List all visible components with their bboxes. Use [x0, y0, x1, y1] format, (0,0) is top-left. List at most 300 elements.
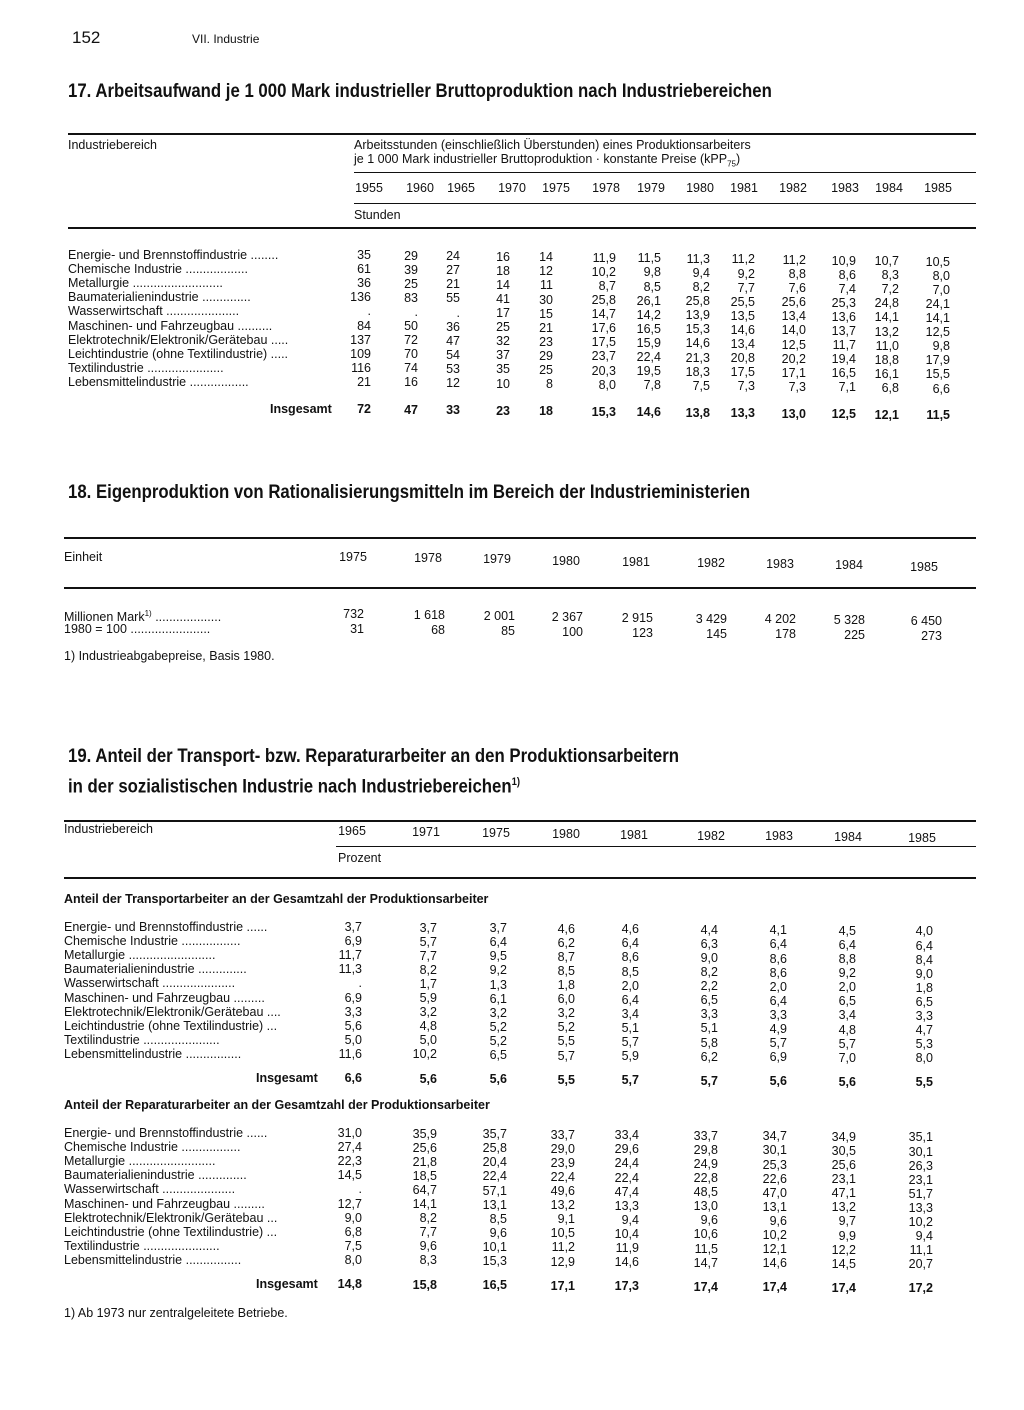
cell-value: 21,8 — [412, 1154, 437, 1169]
cell-value: 145 — [706, 626, 727, 641]
year-header: 1971 — [412, 824, 440, 839]
cell-value: 16,5 — [636, 321, 661, 336]
cell-value: 8,6 — [769, 965, 787, 980]
table-17-unit: Stunden — [354, 208, 401, 222]
cell-value: 4,0 — [915, 924, 933, 939]
cell-value: 6,8 — [344, 1224, 362, 1239]
cell-value: 9,9 — [838, 1228, 856, 1243]
year-header: 1984 — [875, 181, 903, 195]
cell-value: 14,2 — [636, 307, 661, 322]
year-header: 1983 — [765, 829, 793, 844]
year-header: 1985 — [908, 831, 936, 846]
cell-value: 11,5 — [637, 251, 661, 266]
cell-value: 4,8 — [419, 1019, 437, 1034]
cell-value: 6,8 — [881, 380, 899, 395]
cell-value: 37 — [496, 348, 510, 363]
cell-value: 9,0 — [915, 966, 933, 981]
cell-value: 5,0 — [344, 1032, 362, 1047]
total-value: 17,1 — [550, 1278, 575, 1293]
cell-value: 8,0 — [598, 377, 616, 392]
cell-value: 6,4 — [769, 937, 787, 952]
cell-value: 8,8 — [788, 267, 806, 282]
row-label: Leichtindustrie (ohne Textilindustrie) ..... — [68, 346, 289, 361]
row-label — [64, 622, 314, 636]
cell-value: 54 — [446, 347, 460, 362]
cell-value: 12,7 — [337, 1196, 362, 1211]
cell-value: 18,5 — [412, 1168, 437, 1183]
row-label: Metallurgie .......................... — [68, 276, 223, 291]
cell-value: 22,4 — [482, 1169, 507, 1184]
year-header: 1983 — [831, 181, 859, 195]
table-19-unit: Prozent — [338, 851, 382, 865]
cell-value: 25 — [496, 320, 510, 335]
cell-value: 8,2 — [419, 1211, 437, 1226]
cell-value: 14,1 — [925, 311, 950, 325]
cell-value: 13,4 — [781, 309, 806, 324]
cell-value: 13,2 — [874, 324, 899, 339]
cell-value: 5,8 — [700, 1035, 718, 1050]
cell-value: 7,1 — [838, 380, 856, 395]
cell-value: 13,4 — [730, 337, 755, 351]
cell-value: 12,1 — [762, 1242, 787, 1257]
total-value: 5,7 — [621, 1073, 639, 1087]
cell-value: 5,9 — [419, 991, 437, 1006]
cell-value: 25,8 — [482, 1141, 507, 1156]
cell-value: 33,4 — [614, 1128, 639, 1143]
total-value: 5,6 — [769, 1074, 787, 1088]
cell-value: 22,6 — [762, 1171, 787, 1186]
cell-value: 8,6 — [769, 951, 787, 966]
total-value: 33 — [446, 403, 460, 417]
cell-value: 7,7 — [419, 1225, 437, 1240]
total-value: 5,6 — [838, 1074, 856, 1089]
total-label: Insgesamt — [270, 402, 332, 416]
cell-value: 10,2 — [591, 264, 616, 279]
page-header — [72, 28, 259, 48]
cell-value: 17,6 — [591, 321, 616, 336]
cell-value: . — [414, 304, 418, 319]
year-header: 1984 — [835, 558, 863, 573]
cell-value: 12,5 — [925, 325, 950, 340]
cell-value: 11,1 — [909, 1243, 933, 1258]
cell-value: 13,0 — [693, 1199, 718, 1214]
cell-value: 34,7 — [762, 1129, 787, 1144]
cell-value: 15,5 — [925, 367, 950, 382]
cell-value: 2 915 — [621, 610, 653, 625]
cell-value: 13,9 — [685, 308, 710, 323]
year-header: 1980 — [552, 553, 580, 568]
cell-value: 47,4 — [614, 1184, 639, 1199]
cell-value: 51,7 — [908, 1186, 933, 1201]
table-18-body-rule — [64, 587, 976, 589]
cell-value: 8,8 — [838, 952, 856, 967]
cell-value: 9,2 — [838, 966, 856, 981]
year-header: 1975 — [482, 825, 510, 840]
cell-value: 13,1 — [482, 1197, 507, 1212]
cell-value: 14,7 — [693, 1255, 718, 1270]
row-label: Lebensmittelindustrie ................ — [64, 1252, 242, 1267]
cell-value: 10,9 — [831, 253, 856, 268]
cell-value: 7,5 — [692, 378, 710, 393]
cell-value: 9,6 — [700, 1213, 718, 1228]
total-value: 18 — [539, 404, 553, 418]
total-value: 17,2 — [908, 1281, 933, 1295]
total-value: 17,4 — [762, 1280, 787, 1294]
cell-value: 2,0 — [769, 979, 787, 994]
cell-value: 3,3 — [700, 1007, 718, 1022]
cell-value: 24 — [446, 249, 460, 264]
row-label: Leichtindustrie (ohne Textilindustrie) ... — [64, 1224, 278, 1239]
cell-value: 31,0 — [337, 1126, 362, 1140]
cell-value: 11,9 — [615, 1241, 639, 1255]
cell-value: 55 — [446, 291, 460, 306]
cell-value: 12 — [539, 264, 553, 279]
cell-value: 16 — [404, 375, 418, 390]
cell-value: 5,7 — [838, 1036, 856, 1051]
cell-value: 9,0 — [344, 1210, 362, 1225]
cell-value: 6,4 — [769, 993, 787, 1008]
cell-value: 14,5 — [831, 1256, 856, 1271]
total-value: 17,3 — [614, 1279, 639, 1293]
year-header: 1981 — [730, 181, 758, 195]
cell-value: 6,9 — [344, 934, 362, 949]
total-value: 12,1 — [874, 407, 899, 422]
cell-value: 17,5 — [730, 365, 755, 380]
cell-value: 9,2 — [737, 266, 755, 281]
cell-value: 19,4 — [831, 352, 856, 367]
cell-value: 36 — [446, 319, 460, 334]
cell-value: 11,3 — [338, 962, 362, 977]
cell-value: 8,4 — [915, 952, 933, 967]
cell-value: 3,4 — [838, 1008, 856, 1023]
total-value: 13,3 — [730, 406, 755, 420]
cell-value: 21 — [357, 374, 371, 389]
cell-value: 8,0 — [932, 268, 950, 283]
cell-value: 9,5 — [489, 949, 507, 964]
cell-value: 25,6 — [781, 295, 806, 310]
year-header: 1965 — [338, 824, 366, 838]
cell-value: 6,4 — [838, 937, 856, 952]
cell-value: 4,7 — [915, 1023, 933, 1038]
cell-value: 10,5 — [925, 254, 950, 269]
cell-value: 22,4 — [636, 350, 661, 364]
cell-value: 3,7 — [419, 920, 437, 935]
year-header: 1960 — [406, 181, 434, 195]
column-header-line-2: je 1 000 Mark industrieller Bruttoproduktion · konstante Preise (kPP$_{75}$) — [354, 152, 741, 169]
cell-value: 7,3 — [737, 379, 755, 394]
cell-value: 30,1 — [908, 1144, 933, 1159]
year-header: 1978 — [592, 181, 620, 195]
row-label: Metallurgie ......................... — [64, 1154, 216, 1169]
cell-value: 14,6 — [730, 322, 755, 337]
cell-value: 23,7 — [591, 349, 616, 364]
total-value: 72 — [357, 402, 371, 416]
row-label: Baumaterialienindustrie .............. — [68, 290, 251, 305]
total-value: 5,6 — [419, 1071, 437, 1086]
cell-value: 64,7 — [412, 1182, 437, 1197]
cell-value: 25 — [404, 276, 418, 291]
cell-value: 9,8 — [643, 265, 661, 280]
year-header: 1978 — [414, 551, 442, 566]
cell-value: 22,4 — [614, 1170, 639, 1185]
year-header: 1982 — [779, 181, 807, 195]
cell-value: 72 — [404, 333, 418, 348]
year-header: 1979 — [483, 552, 511, 567]
table-19-body-rule — [64, 877, 976, 879]
row-label: Wasserwirtschaft ..................... — [64, 976, 236, 991]
cell-value: 8,6 — [838, 267, 856, 282]
year-header: 1985 — [924, 181, 952, 195]
row-label: Textilindustrie ...................... — [68, 360, 224, 375]
cell-value: 4,6 — [621, 922, 639, 937]
cell-value: 5,0 — [419, 1033, 437, 1048]
cell-value: 35 — [496, 362, 510, 377]
cell-value: 15,3 — [482, 1254, 507, 1268]
cell-value: 8,2 — [692, 280, 710, 295]
row-label: Chemische Industrie ................. — [64, 1140, 241, 1155]
row-label: Elektrotechnik/Elektronik/Gerätebau .... — [64, 1004, 281, 1019]
cell-value: 5,2 — [557, 1020, 575, 1035]
table-19-section-repair-heading: Anteil der Reparaturarbeiter an der Gesamtzahl der Produktionsarbeiter — [64, 1098, 490, 1112]
cell-value: 14,7 — [591, 307, 616, 322]
cell-value: 8,5 — [621, 964, 639, 979]
cell-value: 25 — [539, 363, 553, 377]
year-header: 1981 — [620, 827, 648, 842]
table-18-stub-header: Einheit — [64, 550, 103, 564]
cell-value: 6 450 — [910, 614, 942, 629]
cell-value: 5,7 — [557, 1048, 575, 1063]
cell-value: 26,3 — [908, 1158, 933, 1173]
cell-value: 225 — [844, 628, 865, 643]
cell-value: 8,7 — [598, 278, 616, 293]
cell-value: 8,7 — [557, 949, 575, 964]
cell-value: 137 — [350, 332, 371, 347]
cell-value: 16 — [496, 249, 510, 264]
cell-value: 14,1 — [874, 310, 899, 325]
cell-value: 10,2 — [908, 1215, 933, 1229]
total-value: 16,5 — [482, 1278, 507, 1292]
cell-value: 11,2 — [782, 252, 806, 267]
year-header: 1975 — [339, 550, 367, 564]
cell-value: 25,8 — [591, 293, 616, 308]
cell-value: 2,2 — [700, 979, 718, 994]
row-label: Energie- und Brennstoffindustrie ...... — [64, 1126, 268, 1140]
table-19-year-rule — [336, 846, 976, 847]
cell-value: 8,3 — [881, 268, 899, 283]
cell-value: . — [358, 1182, 362, 1197]
row-label: Leichtindustrie (ohne Textilindustrie) ... — [64, 1018, 278, 1033]
year-header: 1982 — [697, 828, 725, 843]
table-18-top-rule — [64, 537, 976, 539]
cell-value: 8,0 — [915, 1051, 933, 1066]
cell-value: 9,0 — [700, 950, 718, 965]
table-19-footnote: 1) Ab 1973 nur zentralgeleitete Betriebe. — [64, 1306, 288, 1320]
year-header: 1985 — [910, 559, 938, 574]
cell-value: 18 — [496, 263, 510, 278]
cell-value: 7,3 — [788, 379, 806, 394]
cell-value: 31 — [350, 622, 364, 636]
cell-value: 9,4 — [915, 1229, 933, 1244]
cell-value: 109 — [350, 346, 371, 361]
row-label: Maschinen- und Fahrzeugbau ......... — [64, 990, 265, 1005]
cell-value: 11,6 — [338, 1046, 362, 1061]
row-label: Lebensmittelindustrie ................ — [64, 1046, 242, 1061]
cell-value: . — [367, 304, 371, 319]
cell-value: 13,6 — [831, 309, 856, 324]
cell-value: 29,8 — [693, 1142, 718, 1157]
cell-value: 14,6 — [685, 336, 710, 351]
cell-value: 10 — [496, 376, 510, 391]
cell-value: 7,5 — [344, 1238, 362, 1253]
cell-value: 5,9 — [621, 1049, 639, 1064]
cell-value: 35,9 — [412, 1126, 437, 1141]
year-header: 1979 — [637, 181, 665, 195]
chapter-title: VII. Industrie — [192, 32, 260, 46]
cell-value: 3,2 — [419, 1005, 437, 1020]
cell-value: 8,2 — [700, 965, 718, 980]
cell-value: 39 — [404, 262, 418, 277]
cell-value: 23 — [539, 334, 553, 349]
cell-value: 3,3 — [344, 1004, 362, 1019]
cell-value: 6,4 — [621, 992, 639, 1007]
cell-value: 2,0 — [838, 980, 856, 995]
row-label: Maschinen- und Fahrzeugbau .......... — [68, 318, 273, 333]
cell-value: 14,6 — [762, 1256, 787, 1271]
cell-value: 11,0 — [875, 338, 899, 353]
cell-value: 1,8 — [915, 980, 933, 995]
year-header: 1982 — [697, 556, 725, 570]
cell-value: 5,3 — [915, 1037, 933, 1052]
row-label: Textilindustrie ...................... — [64, 1032, 220, 1047]
cell-value: 5,6 — [344, 1018, 362, 1033]
cell-value: 6,1 — [489, 991, 507, 1006]
cell-value: 10,7 — [874, 254, 899, 269]
cell-value: . — [358, 976, 362, 991]
cell-value: 49,6 — [550, 1184, 575, 1199]
cell-value: 9,1 — [557, 1212, 575, 1227]
total-label: Insgesamt — [256, 1277, 318, 1291]
table-19-title: 19. Anteil der Transport- bzw. Reparaturarbeiter an den Produktionsarbeitern in der sozialistischen Industrie nach Industriebereichen$^{1)}$ — [68, 745, 680, 798]
cell-value: 9,6 — [419, 1239, 437, 1254]
cell-value: 9,6 — [769, 1213, 787, 1228]
row-label: Chemische Industrie ................. — [64, 934, 241, 949]
cell-value: 17,1 — [781, 365, 806, 380]
row-label: Energie- und Brennstoffindustrie ........ — [68, 248, 279, 262]
cell-value: 29 — [404, 248, 418, 263]
cell-value: 16,5 — [831, 366, 856, 381]
cell-value: 4,8 — [838, 1022, 856, 1037]
cell-value: 6,4 — [621, 936, 639, 951]
cell-value: 6,9 — [344, 990, 362, 1005]
cell-value: 21,3 — [685, 350, 710, 365]
cell-value: 24,8 — [874, 296, 899, 311]
cell-value: 14 — [539, 250, 553, 265]
cell-value: 11 — [540, 278, 553, 293]
row-label: Textilindustrie ...................... — [64, 1238, 220, 1253]
cell-value: 25,5 — [730, 294, 755, 309]
total-value: 5,5 — [557, 1072, 575, 1087]
year-header: 1980 — [686, 181, 714, 195]
table-17-body-rule — [68, 227, 976, 229]
cell-value: 4,5 — [838, 923, 856, 938]
cell-value: 6,5 — [700, 993, 718, 1008]
cell-value: 24,9 — [693, 1156, 718, 1171]
cell-value: 1,7 — [419, 976, 437, 991]
cell-value: 23,1 — [908, 1172, 933, 1187]
cell-value: 2 001 — [483, 608, 515, 623]
cell-value: 27,4 — [337, 1140, 362, 1155]
cell-value: 22,4 — [550, 1169, 575, 1184]
cell-value: 29 — [539, 348, 553, 363]
cell-value: 8,3 — [419, 1253, 437, 1268]
cell-value: 4,1 — [769, 923, 787, 938]
cell-value: 5,2 — [489, 1019, 507, 1034]
cell-value: 9,8 — [932, 339, 950, 354]
total-value: 47 — [404, 402, 418, 417]
cell-value: 5,2 — [489, 1033, 507, 1048]
cell-value: 5,1 — [700, 1021, 718, 1036]
cell-value: 12,2 — [831, 1242, 856, 1257]
cell-value: 116 — [351, 360, 371, 375]
page-number: 152 — [72, 28, 101, 47]
cell-value: 3,7 — [344, 920, 362, 934]
table-18-title: 18. Eigenproduktion von Rationalisierungsmitteln im Bereich der Industrieministerien — [68, 481, 751, 503]
cell-value: 13,2 — [831, 1200, 856, 1215]
cell-value: 14,6 — [614, 1255, 639, 1270]
cell-value: 10,2 — [412, 1047, 437, 1062]
row-label: Lebensmittelindustrie ................. — [68, 374, 249, 389]
cell-value: 2,0 — [621, 978, 639, 993]
cell-value: 11,9 — [592, 250, 616, 265]
cell-value: 70 — [404, 347, 418, 362]
cell-value: 7,7 — [419, 948, 437, 963]
cell-value: 30,5 — [831, 1143, 856, 1158]
total-value: 13,8 — [685, 405, 710, 420]
cell-value: 6,6 — [932, 381, 950, 396]
cell-value: 8,5 — [489, 1211, 507, 1226]
cell-value: 6,4 — [489, 935, 507, 950]
table-19-top-rule — [64, 820, 976, 822]
cell-value: 732 — [343, 607, 364, 621]
total-value: 23 — [496, 403, 510, 418]
cell-value: 35,7 — [482, 1127, 507, 1142]
cell-value: 15,9 — [636, 335, 661, 350]
cell-value: 13,3 — [614, 1198, 639, 1213]
cell-value: 68 — [431, 622, 445, 637]
cell-value: 8,0 — [344, 1252, 362, 1267]
cell-value: 9,7 — [838, 1214, 856, 1229]
cell-value: 26,1 — [636, 293, 661, 308]
cell-value: 20,2 — [781, 351, 806, 366]
cell-value: 9,2 — [489, 963, 507, 978]
total-value: 17,4 — [693, 1279, 718, 1294]
cell-value: 1,8 — [557, 978, 575, 993]
cell-value: 11,5 — [694, 1241, 718, 1256]
cell-value: 5,1 — [621, 1020, 639, 1035]
cell-value: 23,9 — [550, 1155, 575, 1170]
table-17-stub-header: Industriebereich — [68, 138, 157, 152]
total-value: 11,5 — [926, 408, 950, 422]
total-value: 5,6 — [489, 1072, 507, 1086]
cell-value: 25,6 — [412, 1140, 437, 1155]
row-label: Baumaterialienindustrie .............. — [64, 1168, 247, 1183]
cell-value: 11,3 — [686, 251, 710, 266]
cell-value: 83 — [404, 290, 418, 305]
cell-value: 6,3 — [700, 936, 718, 951]
year-header: 1981 — [622, 554, 650, 569]
row-label: Energie- und Brennstoffindustrie ...... — [64, 920, 268, 934]
footnote-marker: 1) — [144, 609, 152, 618]
